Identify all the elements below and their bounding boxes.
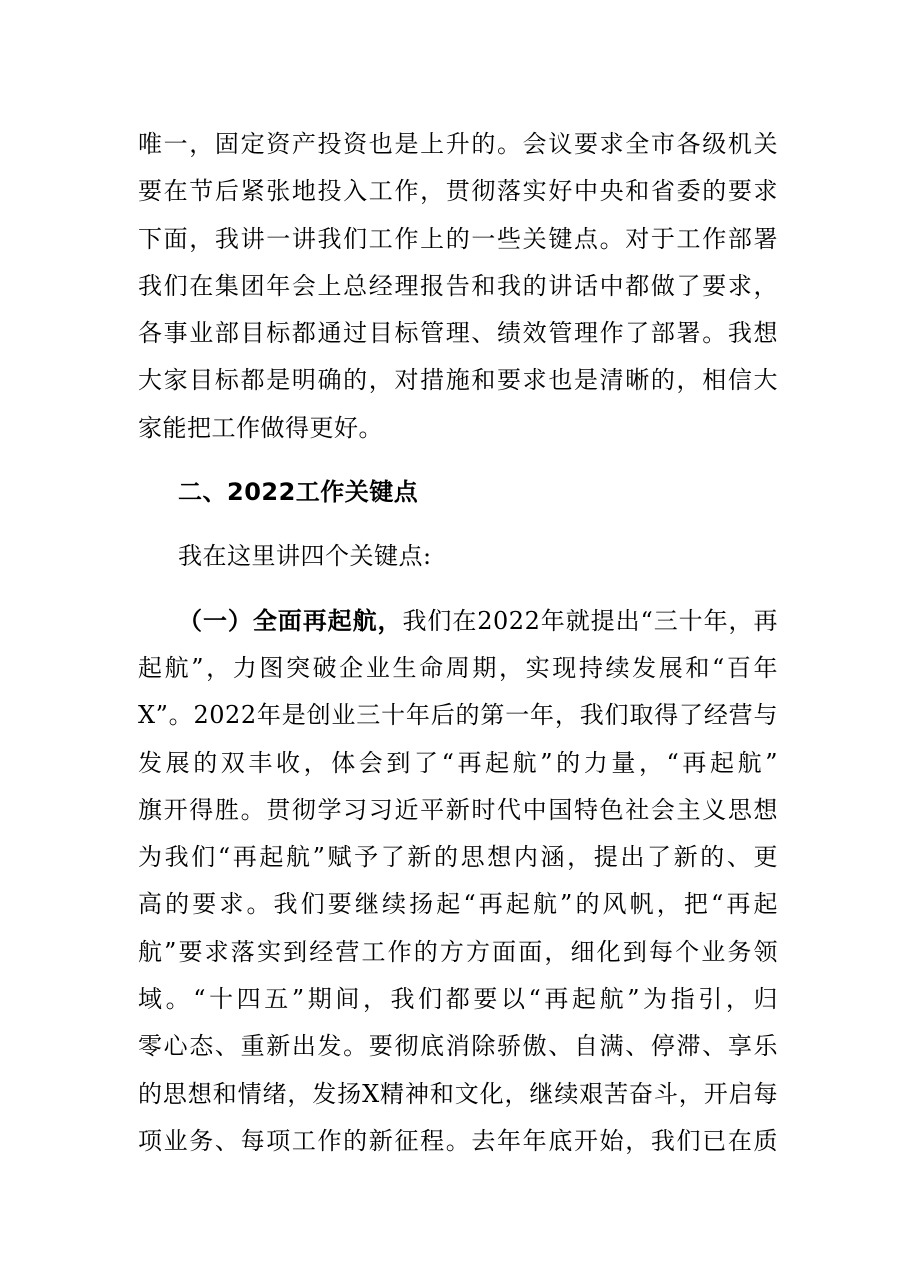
intro-line: 我在这里讲四个关键点: bbox=[178, 542, 432, 571]
body-line: X”。2022年是创业三十年后的第一年，我们取得了经营与 bbox=[138, 701, 778, 730]
paragraph-gap bbox=[138, 452, 778, 469]
body-line: 下面，我讲一讲我们工作上的一些关键点。对于工作部署 bbox=[138, 224, 778, 253]
body-line: 域。“十四五”期间，我们都要以“再起航”为指引，归 bbox=[138, 985, 778, 1014]
body-line: 的思想和情绪，发扬X精神和文化，继续艰苦奋斗，开启每 bbox=[138, 1079, 778, 1108]
section-heading: 二、2022工作关键点 bbox=[178, 478, 419, 507]
paragraph-gap bbox=[138, 581, 778, 598]
body-line: 要在节后紧张地投入工作，贯彻落实好中央和省委的要求 bbox=[138, 177, 778, 206]
body-line: 大家目标都是明确的，对措施和要求也是清晰的，相信大 bbox=[138, 366, 778, 395]
body-line: 旗开得胜。贯彻学习习近平新时代中国特色社会主义思想 bbox=[138, 795, 778, 824]
body-line: 项业务、每项工作的新征程。去年年底开始，我们已在质 bbox=[138, 1126, 778, 1155]
point1-first-line bbox=[138, 598, 778, 645]
body-line: 我们在集团年会上总经理报告和我的讲话中都做了要求， bbox=[138, 271, 778, 300]
body-line: 为我们“再起航”赋予了新的思想内涵，提出了新的、更 bbox=[138, 843, 778, 872]
body-line: 唯一，固定资产投资也是上升的。会议要求全市各级机关 bbox=[138, 130, 778, 158]
body-line: 零心态、重新出发。要彻底消除骄傲、自满、停滞、享乐 bbox=[138, 1032, 778, 1061]
point1-first-line-text: 我们在2022年就提出“三十年，再 bbox=[402, 606, 778, 635]
document-body bbox=[138, 121, 778, 1165]
body-line: 各事业部目标都通过目标管理、绩效管理作了部署。我想 bbox=[138, 319, 778, 348]
body-line: 家能把工作做得更好。 bbox=[138, 413, 383, 442]
paragraph-gap bbox=[138, 516, 778, 533]
body-line: 发展的双丰收，体会到了“再起航”的力量，“再起航” bbox=[138, 748, 778, 777]
body-line: 航”要求落实到经营工作的方方面面，细化到每个业务领 bbox=[138, 937, 778, 966]
body-line: 起航”，力图突破企业生命周期，实现持续发展和“百年 bbox=[138, 653, 778, 682]
body-line: 高的要求。我们要继续扬起“再起航”的风帆，把“再起 bbox=[138, 890, 778, 919]
point1-label: （一）全面再起航， bbox=[178, 606, 403, 635]
